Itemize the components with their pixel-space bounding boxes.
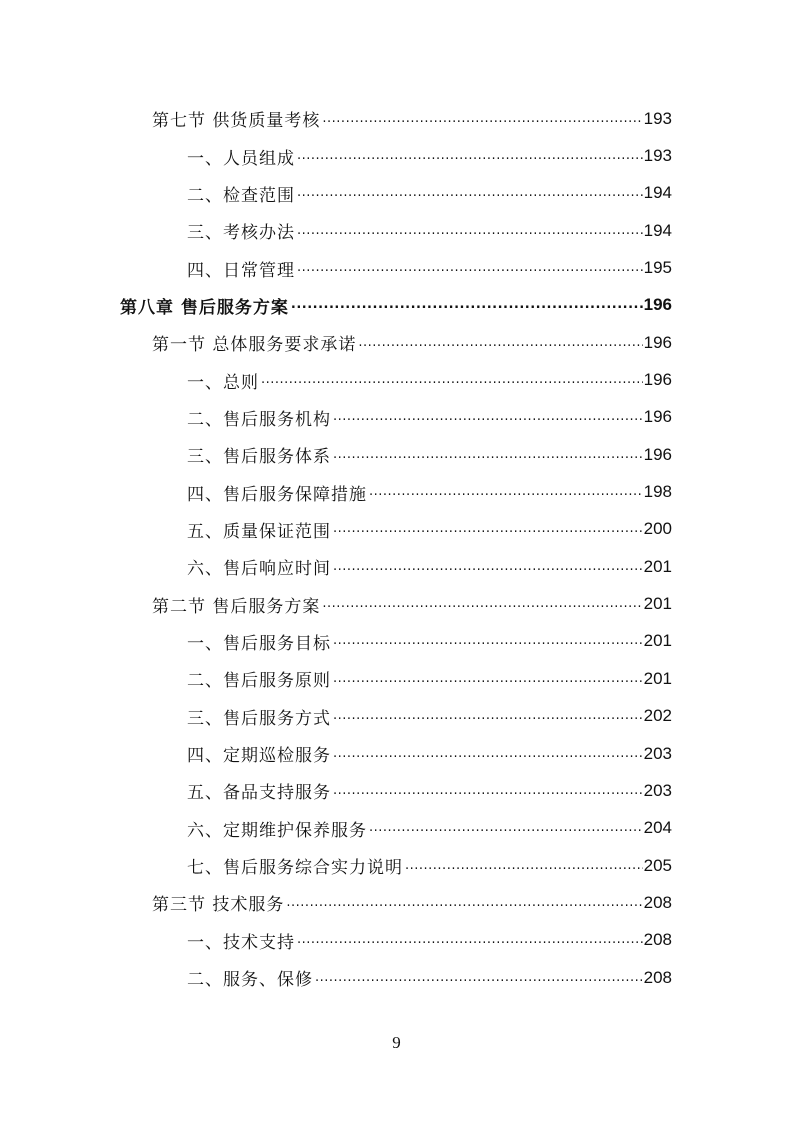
toc-entry-title: 三、考核办法	[187, 223, 295, 244]
toc-item-entry[interactable]	[187, 548, 672, 585]
dot-leader	[405, 856, 643, 876]
toc-entry-page: 205	[643, 855, 672, 875]
toc-entry-title: 四、售后服务保障措施	[187, 484, 367, 505]
toc-entry-title: 六、售后响应时间	[187, 559, 331, 580]
toc-entry-title: 第二节 售后服务方案	[152, 596, 321, 617]
toc-item-entry[interactable]	[187, 137, 672, 174]
dot-leader	[333, 781, 643, 801]
toc-entry-page: 193	[643, 146, 672, 166]
toc-entry-title: 二、检查范围	[187, 185, 295, 206]
dot-leader	[286, 893, 642, 913]
toc-item-entry[interactable]	[187, 922, 672, 959]
toc-entry-title: 第七节 供货质量考核	[152, 111, 321, 132]
toc-entry-title: 二、服务、保修	[187, 970, 313, 991]
dot-leader	[322, 594, 642, 614]
dot-leader	[333, 669, 643, 689]
toc-entry-page: 200	[643, 519, 672, 539]
dot-leader	[297, 183, 643, 203]
toc-item-entry[interactable]	[187, 175, 672, 212]
toc-item-entry[interactable]	[187, 473, 672, 510]
toc-entry-page: 196	[643, 370, 672, 390]
toc-entry-page: 201	[643, 668, 672, 688]
toc-entry-page: 194	[643, 220, 672, 240]
dot-leader	[333, 445, 643, 465]
toc-entry-page: 201	[643, 594, 672, 614]
toc-item-entry[interactable]	[187, 212, 672, 249]
toc-section-entry[interactable]	[152, 324, 672, 361]
toc-entry-title: 一、人员组成	[187, 148, 295, 169]
dot-leader	[297, 221, 643, 241]
dot-leader	[333, 557, 643, 577]
toc-entry-page: 203	[643, 780, 672, 800]
toc-entry-page: 193	[643, 108, 672, 128]
dot-leader	[297, 930, 643, 950]
toc-item-entry[interactable]	[187, 810, 672, 847]
toc-entry-page: 208	[643, 967, 672, 987]
toc-entry-title: 第八章 售后服务方案	[120, 297, 289, 318]
dot-leader	[333, 706, 643, 726]
toc-item-entry[interactable]	[187, 660, 672, 697]
dot-leader	[297, 146, 643, 166]
toc-section-entry[interactable]	[152, 585, 672, 622]
page-number: 9	[392, 1033, 401, 1052]
dot-leader	[333, 631, 643, 651]
toc-item-entry[interactable]	[187, 623, 672, 660]
toc-entry-page: 196	[643, 295, 672, 315]
toc-entry-title: 三、售后服务方式	[187, 708, 331, 729]
toc-entry-page: 203	[643, 743, 672, 763]
toc-entry-page: 202	[643, 706, 672, 726]
toc-item-entry[interactable]	[187, 959, 672, 996]
toc-item-entry[interactable]	[187, 249, 672, 286]
toc-entry-page: 201	[643, 556, 672, 576]
toc-entry-page: 204	[643, 818, 672, 838]
toc-item-entry[interactable]	[187, 772, 672, 809]
toc-entry-page: 208	[643, 930, 672, 950]
toc-item-entry[interactable]	[187, 847, 672, 884]
dot-leader	[322, 109, 642, 129]
toc-entry-page: 196	[643, 332, 672, 352]
toc-entry-page: 196	[643, 407, 672, 427]
toc-entry-title: 六、定期维护保养服务	[187, 820, 367, 841]
dot-leader	[333, 519, 643, 539]
toc-item-entry[interactable]	[187, 436, 672, 473]
dot-leader	[369, 818, 643, 838]
toc-item-entry[interactable]	[187, 735, 672, 772]
toc-entry-page: 208	[643, 892, 672, 912]
toc-entry-title: 四、定期巡检服务	[187, 746, 331, 767]
dot-leader	[333, 744, 643, 764]
toc-item-entry[interactable]	[187, 698, 672, 735]
dot-leader	[315, 968, 643, 988]
toc-entry-page: 195	[643, 258, 672, 278]
dot-leader	[297, 258, 643, 278]
toc-section-entry[interactable]	[152, 884, 672, 921]
toc-entry-page: 194	[643, 183, 672, 203]
toc-entry-page: 196	[643, 444, 672, 464]
toc-section-entry[interactable]	[152, 100, 672, 137]
toc-entry-page: 201	[643, 631, 672, 651]
toc-entry-title: 五、质量保证范围	[187, 521, 331, 542]
toc-entry-title: 七、售后服务综合实力说明	[187, 858, 403, 879]
toc-entry-title: 四、日常管理	[187, 260, 295, 281]
toc-entry-title: 二、售后服务机构	[187, 409, 331, 430]
toc-entry-title: 三、售后服务体系	[187, 447, 331, 468]
toc-item-entry[interactable]	[187, 511, 672, 548]
dot-leader	[291, 295, 643, 315]
toc-entry-title: 二、售后服务原则	[187, 671, 331, 692]
toc-chapter-entry[interactable]	[120, 287, 672, 324]
toc-item-entry[interactable]	[187, 399, 672, 436]
toc-entry-title: 五、备品支持服务	[187, 783, 331, 804]
dot-leader	[333, 407, 643, 427]
table-of-contents	[0, 100, 793, 996]
dot-leader	[369, 482, 643, 502]
toc-entry-title: 第三节 技术服务	[152, 895, 285, 916]
toc-entry-title: 一、总则	[187, 372, 259, 393]
dot-leader	[358, 333, 642, 353]
toc-entry-page: 198	[643, 482, 672, 502]
toc-item-entry[interactable]	[187, 361, 672, 398]
toc-entry-title: 一、售后服务目标	[187, 633, 331, 654]
dot-leader	[261, 370, 643, 390]
toc-entry-title: 第一节 总体服务要求承诺	[152, 335, 357, 356]
toc-entry-title: 一、技术支持	[187, 932, 295, 953]
